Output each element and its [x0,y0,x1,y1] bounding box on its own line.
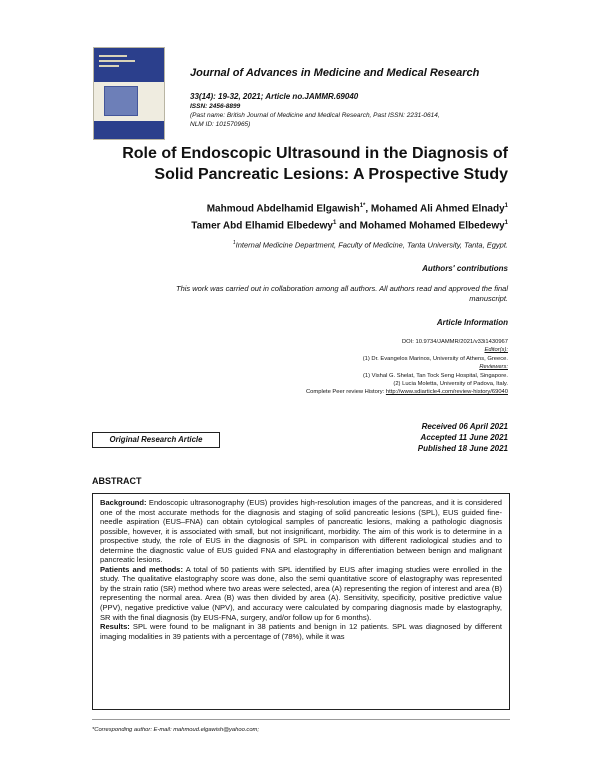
affiliation: $^1$Internal Medicine Department, Faculty of Medicine, Tanta University, Tanta, Egypt. [232,240,508,250]
abstract-box [92,493,510,710]
journal-cover-thumbnail [93,47,165,140]
reviewer-2: (2) Lucia Moletta, University of Padova, Italy. [393,381,508,388]
editor-label: Editor(s): [484,347,508,354]
peer-review-label: Complete Peer review History: [305,389,386,396]
article-title: Role of Endoscopic Ultrasound in the Diagnosis of Solid Pancreatic Lesions: A Prospective Study [122,145,508,183]
footnote-divider [92,719,510,720]
article-type-badge: Original Research Article [92,432,220,448]
received-date: Received 06 April 2021 [421,422,508,431]
abstract-methods: Patients and methods: A total of 50 patients with SPL identified by EUS after imaging studies were enrolled in the study. The qualitative elastography score was done, also the semi quantitative score of elastography was represented by the strain ratio (SR) method where two areas were selected, area (A) representing the region of interest and area (B) representing the normal area. Area (B) was then divided by area (A). Sensitivity, specificity, positive predictive value (PPV), negative predictive value (NPV), and accuracy were calculated by comparing diagnosis made by elastography, SR with the final diagnosis (by EUS-FNA, surgery, and/or follow up for 6 months). [100,564,502,622]
reviewer-1: (1) Vishal G. Shelat, Tan Tock Seng Hospital, Singapore. [362,372,508,379]
accepted-date: Accepted 11 June 2021 [420,433,508,442]
author-4: and Mohamed Mohamed Elbedewy [336,220,505,232]
article-information [200,338,508,397]
volume-line: 33(14): 19-32, 2021; Article no.JAMMR.69040 [190,92,359,101]
author-2: , Mohamed Ali Ahmed Elnady [365,203,505,215]
published-date: Published 18 June 2021 [417,444,508,453]
abstract-results: Results: SPL were found to be malignant in 38 patients and benign in 12 patients. SPL was diagnosed by different imaging modalities in 39 patients with a percentage of (78%), while it was [100,622,502,641]
author-1: Mahmoud Abdelhamid Elgawish [206,203,360,215]
author-list: Mahmoud Abdelhamid Elgawish$^{1*}$, Mohamed Ali Ahmed Elnady$^1$ Tamer Abd Elhamid Elbedewy$^1$ and Mohamed Mohamed Elbedewy$^1$ [191,203,508,232]
issn: ISSN: 2456-8899 [190,103,241,110]
journal-name: Journal of Advances in Medicine and Medical Research [190,67,480,79]
publication-dates [330,421,508,454]
contributions-heading: Authors' contributions [422,264,508,273]
doi: DOI: 10.9734/JAMMR/2021/v33i1430967 [401,339,508,345]
contributions-text: This work was carried out in collaboration among all authors. All authors read and approved the final manuscript. [176,284,508,303]
reviewers-label: Reviewers: [479,364,508,371]
author-3: Tamer Abd Elhamid Elbedewy [191,220,333,232]
abstract-heading: ABSTRACT [92,476,142,486]
abstract-background: Background: Endoscopic ultrasonography (EUS) provides high-resolution images of the pancreas, and it is considered one of the most accurate methods for the diagnosis and staging of solid pancreatic lesions (SPL), EUS guided fine-needle aspiration (EUS–FNA) can obtain cytological samples of pancreatic lesions, making a pathologic diagnosis possible, however, it is associated with small, but not insignificant, morbidity. The aim of this work is to determine in a prospective study, the role of EUS in the diagnosis of SPL in comparison with different radiological studies and to determine the diagnostic value of EUS guided FNA and elastography in differentiation between benign and malignant pancreatic lesions. [100,498,502,565]
article-information-heading: Article Information [436,318,508,327]
editor-1: (1) Dr. Evangelos Marinos, University of Athens, Greece. [362,355,508,362]
corresponding-author: *Corresponding author: E-mail: mahmoud.elgawish@yahoo.com; [92,727,259,733]
previous-journal-name: (Past name: British Journal of Medicine and Medical Research, Past ISSN: 2231-0614, NLM ID: 101570965) [190,112,440,128]
peer-review-link[interactable]: http://www.sdiarticle4.com/review-history/69040 [385,389,508,396]
